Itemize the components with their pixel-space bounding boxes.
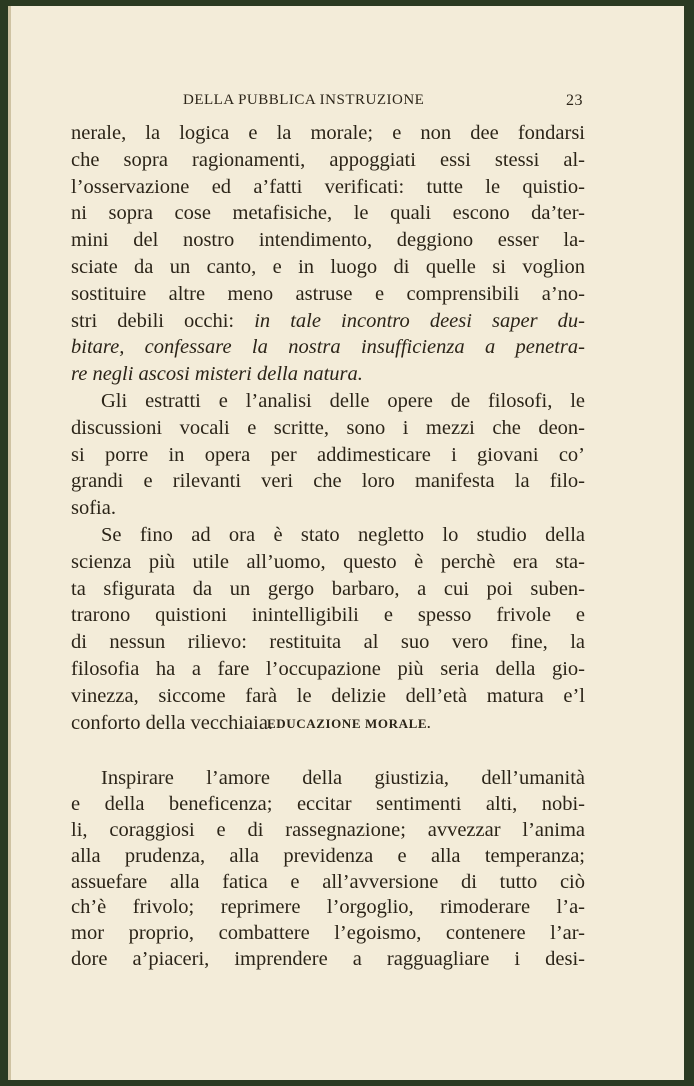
text-line: sostituire altre meno astruse e comprensibili a’no- <box>71 282 585 305</box>
text-line: sofia. <box>71 497 116 520</box>
text-line: li, coraggiosi e di rassegnazione; avvezzar l’anima <box>71 818 585 841</box>
text-line: discussioni vocali e scritte, sono i mezzi che deon- <box>71 416 585 439</box>
text-line: dore a’piaceri, imprendere a ragguagliare i desi- <box>71 948 585 971</box>
book-page <box>8 6 684 1080</box>
body-text-top <box>71 120 585 736</box>
text-segment: stri debili occhi: <box>71 309 235 332</box>
text-line: alla prudenza, alla previdenza e alla temperanza; <box>71 844 585 867</box>
text-line: Gli estratti e l’analisi delle opere de filosofi, le <box>101 389 585 412</box>
italic-segment: in tale incontro deesi saper du- <box>254 309 585 332</box>
page-number: 23 <box>566 92 583 109</box>
text-line: che sopra ragionamenti, appoggiati essi stessi al- <box>71 148 585 171</box>
text-line: conforto della vecchiaia. <box>71 711 274 734</box>
text-line: filosofia ha a fare l’occupazione più seria della gio- <box>71 657 585 680</box>
text-line: Se fino ad ora è stato negletto lo studio della <box>101 523 585 546</box>
text-line: nerale, la logica e la morale; e non dee fondarsi <box>71 122 585 144</box>
text-line: mor proprio, combattere l’egoismo, contenere l’ar- <box>71 922 585 945</box>
body-text-bottom <box>71 766 585 973</box>
text-line: ch’è frivolo; reprimere l’orgoglio, rimoderare l’a- <box>71 896 585 919</box>
page-header <box>183 92 583 116</box>
text-line: e della beneficenza; eccitar sentimenti alti, nobi- <box>71 792 585 815</box>
text-line: assuefare alla fatica e all’avversione di tutto ciò <box>71 870 585 893</box>
text-line: bitare, confessare la nostra insufficienza a penetra- <box>71 336 585 359</box>
text-line: l’osservazione ed a’fatti verificati: tutte le quistio- <box>71 175 585 198</box>
text-line: re negli ascosi misteri della natura. <box>71 363 363 386</box>
text-line: mini del nostro intendimento, deggiono esser la- <box>71 229 585 252</box>
text-line: ta sfigurata da un gergo barbaro, a cui poi suben- <box>71 577 585 600</box>
text-line: ni sopra cose metafisiche, le quali escono da’ter- <box>71 202 585 225</box>
text-line <box>71 308 585 335</box>
text-line: vinezza, siccome farà le delizie dell’età matura e’l <box>71 684 585 707</box>
section-title: EDUCAZIONE MORALE. <box>267 716 431 731</box>
text-line: Inspirare l’amore della giustizia, dell’umanità <box>101 767 585 789</box>
text-line: di nessun rilievo: restituita al suo vero fine, la <box>71 631 585 654</box>
text-line: sciate da un canto, e in luogo di quelle si voglion <box>71 255 585 278</box>
text-line: si porre in opera per addimesticare i giovani co’ <box>71 443 585 466</box>
text-line: scienza più utile all’uomo, questo è perchè era sta- <box>71 550 585 573</box>
text-line: grandi e rilevanti veri che loro manifesta la filo- <box>71 470 585 493</box>
running-title: DELLA PUBBLICA INSTRUZIONE <box>183 92 425 108</box>
text-line: trarono quistioni inintelligibili e spesso frivole e <box>71 604 585 627</box>
